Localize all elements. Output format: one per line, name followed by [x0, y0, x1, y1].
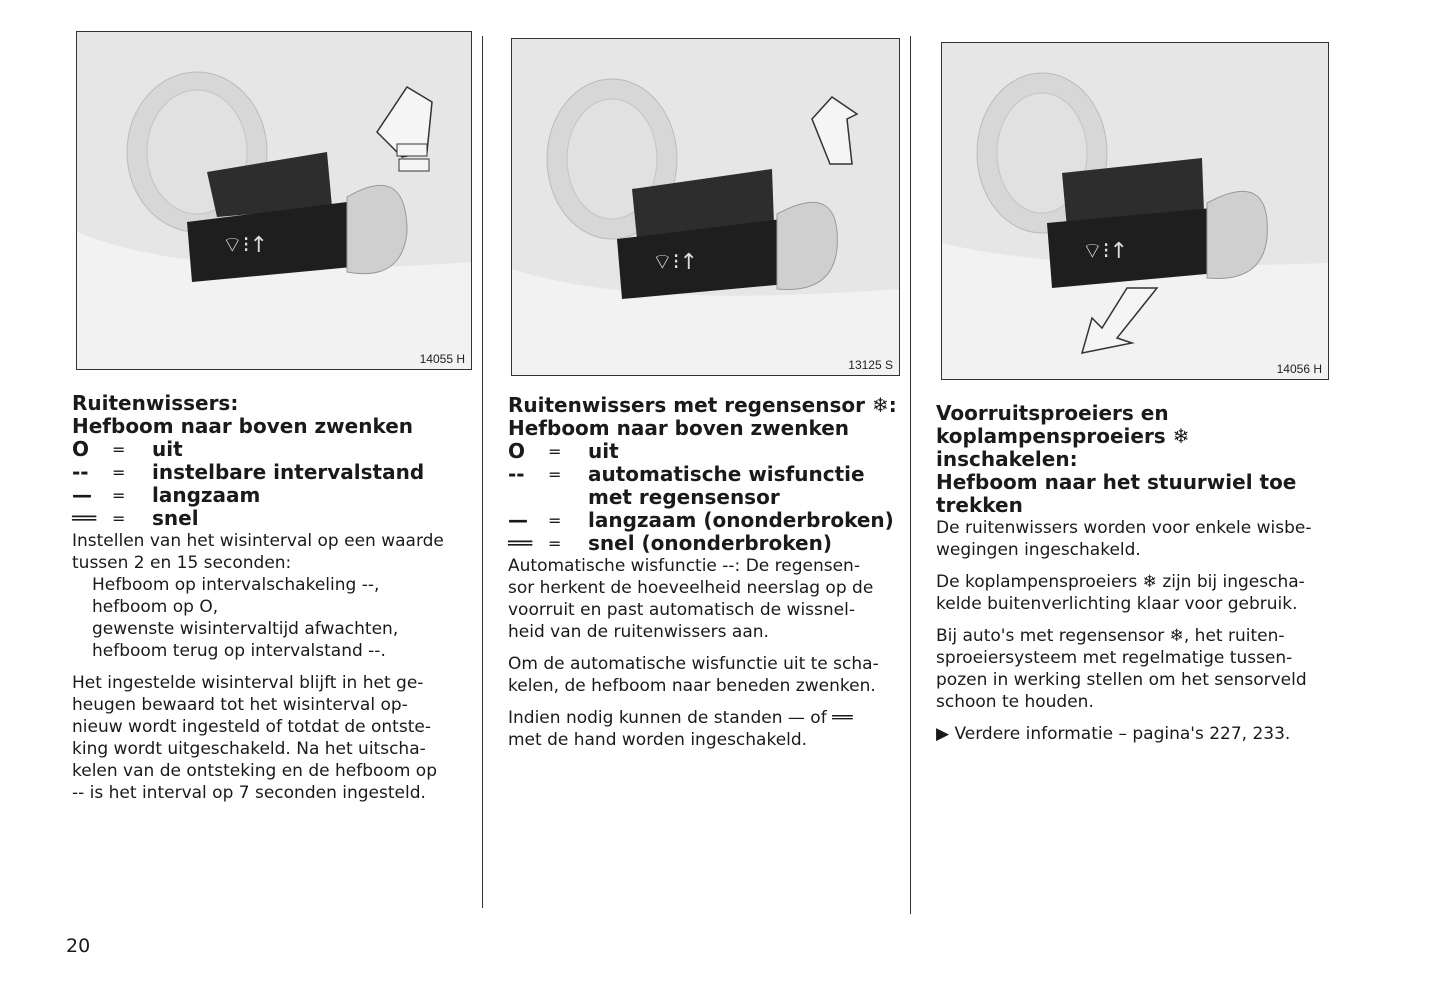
section-heading: Ruitenwissers met regensensor ❄: — [508, 393, 897, 417]
body-text: heid van de ruitenwissers aan. — [508, 622, 769, 642]
legend-item: O = uit — [72, 437, 183, 461]
body-text: king wordt uitgeschakeld. Na het uitscha- — [72, 739, 426, 759]
svg-text:⌔⁝↑: ⌔⁝↑ — [222, 233, 269, 258]
washer-lever-illustration — [942, 43, 1328, 379]
step-text: hefboom terug op intervalstand --. — [92, 641, 386, 661]
body-text: Het ingestelde wisinterval blijft in het ge- — [72, 673, 424, 693]
legend-item: -- = automatische wisfunctie — [508, 462, 865, 486]
column-3 — [936, 402, 1336, 745]
section-heading: Ruitenwissers: — [72, 391, 239, 415]
legend-item: -- = instelbare intervalstand — [72, 460, 425, 484]
wiper-lever-illustration — [77, 32, 471, 369]
body-text: Instellen van het wisinterval op een waarde — [72, 531, 444, 551]
section-subheading: Hefboom naar boven zwenken — [72, 414, 414, 438]
figure-washer-lever-pull — [941, 42, 1329, 380]
step-text: hefboom op O, — [92, 597, 219, 617]
figure-code: 14056 H — [1276, 362, 1322, 376]
body-text: wegingen ingeschakeld. — [936, 540, 1141, 560]
body-text: De ruitenwissers worden voor enkele wisbe- — [936, 518, 1312, 538]
body-text: Indien nodig kunnen de standen — of ══ — [508, 708, 853, 728]
body-text: tussen 2 en 15 seconden: — [72, 553, 292, 573]
section-heading: koplampensproeiers ❄ inschakelen: — [936, 424, 1190, 471]
figure-wiper-lever-up — [76, 31, 472, 370]
section-subheading: Hefboom naar boven zwenken — [508, 416, 850, 440]
body-text: heugen bewaard tot het wisinterval op- — [72, 695, 408, 715]
figure-code: 13125 S — [848, 358, 893, 372]
body-text: kelde buitenverlichting klaar voor gebruik. — [936, 594, 1298, 614]
legend-item: ══ = snel — [72, 506, 199, 530]
section-heading: trekken — [936, 493, 1023, 517]
body-text: Automatische wisfunctie --: De regensen- — [508, 556, 860, 576]
column-divider-2 — [910, 36, 911, 914]
body-text: schoon te houden. — [936, 692, 1094, 712]
section-heading: Hefboom naar het stuurwiel toe — [936, 470, 1297, 494]
body-text: Om de automatische wisfunctie uit te scha- — [508, 654, 879, 674]
body-text: pozen in werking stellen om het sensorveld — [936, 670, 1307, 690]
body-text: Bij auto's met regensensor ❄, het ruiten- — [936, 626, 1285, 646]
svg-text:⌔⁝↑: ⌔⁝↑ — [1082, 239, 1129, 264]
body-text: De koplampensproeiers ❄ zijn bij ingescha- — [936, 572, 1305, 592]
body-text: sproeiersysteem met regelmatige tussen- — [936, 648, 1293, 668]
step-text: Hefboom op intervalschakeling --, — [92, 575, 380, 595]
step-text: gewenste wisintervaltijd afwachten, — [92, 619, 399, 639]
body-text: nieuw wordt ingesteld of totdat de ontste- — [72, 717, 431, 737]
rain-sensor-lever-illustration — [512, 39, 899, 375]
position-legend — [72, 438, 472, 530]
body-text: voorruit en past automatisch de wissnel- — [508, 600, 855, 620]
body-text: met de hand worden ingeschakeld. — [508, 730, 808, 750]
page-number: 20 — [66, 935, 91, 957]
body-text: sor herkent de hoeveelheid neerslag op de — [508, 578, 874, 598]
figure-code: 14055 H — [419, 352, 465, 366]
svg-text:⌔⁝↑: ⌔⁝↑ — [652, 250, 699, 275]
body-text: kelen, de hefboom naar beneden zwenken. — [508, 676, 876, 696]
column-2 — [508, 394, 903, 751]
legend-item: O = uit — [508, 439, 619, 463]
position-legend — [508, 440, 903, 555]
body-text: kelen van de ontsteking en de hefboom op — [72, 761, 437, 781]
page-reference: ▶ Verdere informatie – pagina's 227, 233. — [936, 724, 1291, 744]
column-1 — [72, 392, 472, 804]
column-divider-1 — [482, 36, 483, 908]
legend-item: met regensensor — [588, 485, 780, 509]
body-text: -- is het interval op 7 seconden ingesteld. — [72, 783, 426, 803]
legend-item: — = langzaam — [72, 483, 261, 507]
legend-item: ══ = snel (ononderbroken) — [508, 531, 832, 555]
legend-item: — = langzaam (ononderbroken) — [508, 508, 894, 532]
section-heading: Voorruitsproeiers en — [936, 401, 1169, 425]
figure-rain-sensor-lever — [511, 38, 900, 376]
